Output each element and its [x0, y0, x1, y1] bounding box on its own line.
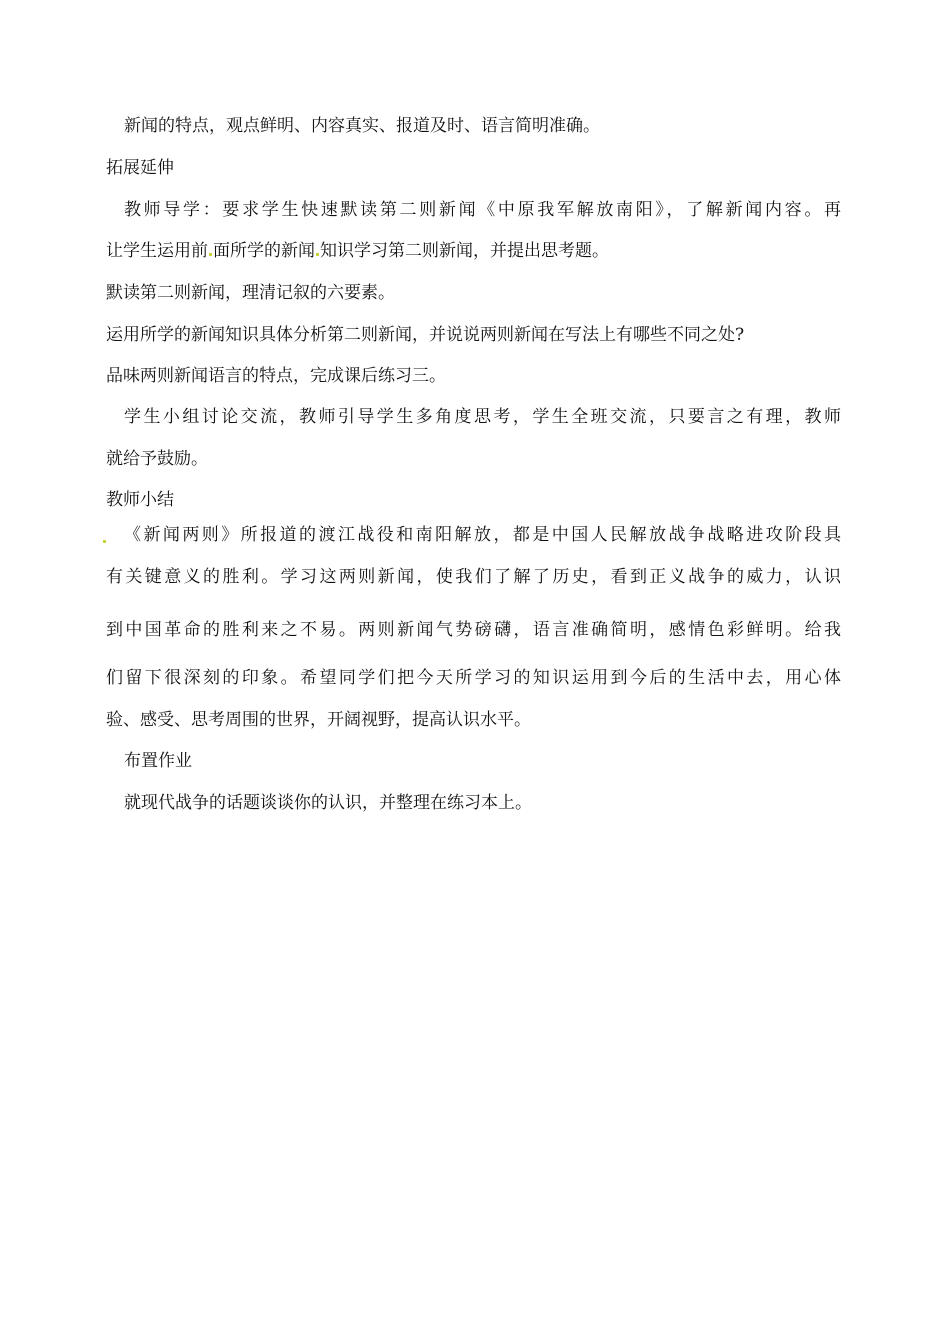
question-3: 品味两则新闻语言的特点，完成课后练习三。 — [106, 366, 446, 386]
paragraph-discussion-line2: 就给予鼓励。 — [106, 449, 208, 469]
paragraph-summary-line5: 验、感受、思考周围的世界，开阔视野，提高认识水平。 — [106, 710, 531, 730]
paragraph-summary-line3: 到中国革命的胜利来之不易。两则新闻气势磅礴，语言准确简明，感情色彩鲜明。给我 — [106, 620, 841, 640]
question-1: 默读第二则新闻，理清记叙的六要素。 — [106, 283, 395, 303]
paragraph-teacher-guide-line2 — [106, 241, 841, 261]
annotation-mark — [316, 253, 319, 256]
paragraph-summary-line4: 们留下很深刻的印象。希望同学们把今天所学习的知识运用到今后的生活中去，用心体 — [106, 668, 841, 688]
question-2: 运用所学的新闻知识具体分析第二则新闻，并说说两则新闻在写法上有哪些不同之处? — [106, 325, 745, 345]
heading-teacher-summary: 教师小结 — [106, 490, 174, 510]
heading-extension: 拓展延伸 — [106, 158, 174, 178]
paragraph-summary-line1: 《新闻两则》所报道的渡江战役和南阳解放，都是中国人民解放战争战略进攻阶段具 — [124, 525, 841, 545]
heading-homework: 布置作业 — [124, 751, 192, 771]
text-segment: 让学生运用前 — [106, 241, 208, 261]
text-segment: 面所学的新闻 — [213, 241, 315, 261]
paragraph-homework: 就现代战争的话题谈谈你的认识，并整理在练习本上。 — [124, 793, 532, 813]
text-segment: 知识学习第二则新闻，并提出思考题。 — [320, 241, 609, 261]
paragraph-discussion-line1: 学生小组讨论交流，教师引导学生多角度思考，学生全班交流，只要言之有理，教师 — [124, 407, 841, 427]
paragraph-summary-line2: 有关键意义的胜利。学习这两则新闻，使我们了解了历史，看到正义战争的威力，认识 — [106, 567, 841, 587]
paragraph-news-features: 新闻的特点，观点鲜明、内容真实、报道及时、语言简明准确。 — [124, 116, 600, 136]
annotation-mark — [103, 540, 106, 543]
annotation-mark — [209, 253, 212, 256]
paragraph-teacher-guide-line1: 教师导学：要求学生快速默读第二则新闻《中原我军解放南阳》，了解新闻内容。再 — [124, 200, 841, 220]
